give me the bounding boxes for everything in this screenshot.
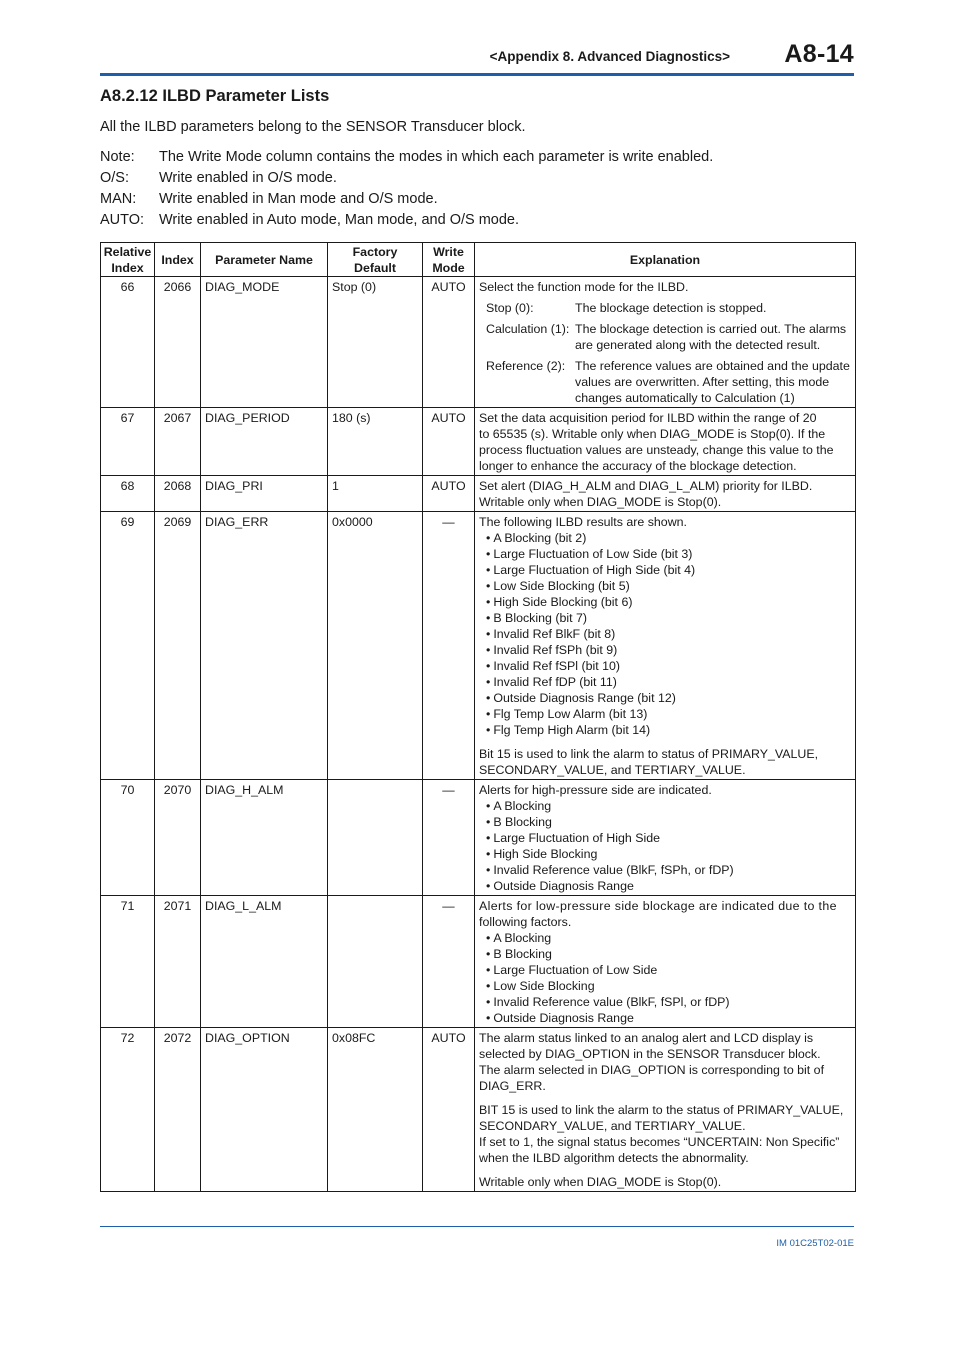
bullet-item: • Low Side Blocking (bit 5) (486, 579, 630, 593)
explanation-line: The alarm status linked to an analog alert and LCD display is (479, 1031, 814, 1045)
header-explanation: Explanation (475, 243, 856, 277)
bullet-item: • Flg Temp High Alarm (bit 14) (486, 723, 651, 737)
intro-paragraph: All the ILBD parameters belong to the SENSOR Transducer block. (100, 119, 526, 135)
cell-index: 2066 (155, 277, 201, 408)
bullet-item: • A Blocking (486, 799, 552, 813)
cell-relative-index: 66 (101, 277, 155, 408)
explanation-line: longer to enhance the accuracy of the blockage detection. (479, 459, 797, 473)
explanation-line: Alerts for low-pressure side blockage are indicated due to the (479, 899, 837, 913)
explanation-line: Set alert (DIAG_H_ALM and DIAG_L_ALM) priority for ILBD. (479, 479, 813, 493)
table-row (101, 476, 856, 512)
bullet-item: • Outside Diagnosis Range (486, 1011, 634, 1025)
cell-write-mode: — (423, 780, 475, 896)
cell-parameter-name: DIAG_PRI (201, 476, 328, 512)
cell-index: 2070 (155, 780, 201, 896)
explanation-line: to 65535 (s). Writable only when DIAG_MODE is Stop(0). If the (479, 427, 826, 441)
cell-factory-default: 180 (s) (328, 408, 423, 476)
cell-relative-index: 70 (101, 780, 155, 896)
bullet-item: • Invalid Ref fSPl (bit 10) (486, 659, 621, 673)
explanation-line: process fluctuation values are unsteady, change this value to the (479, 443, 834, 457)
cell-parameter-name: DIAG_PERIOD (201, 408, 328, 476)
bullet-item: • Outside Diagnosis Range (bit 12) (486, 691, 676, 705)
cell-write-mode: AUTO (423, 408, 475, 476)
bullet-item: • Large Fluctuation of High Side (486, 831, 661, 845)
table-row (101, 780, 856, 896)
cell-explanation (475, 512, 856, 780)
document-id: IM 01C25T02-01E (776, 1238, 854, 1249)
bullet-item: • B Blocking (486, 815, 552, 829)
cell-index: 2068 (155, 476, 201, 512)
header-relative-index: Relative Index (101, 243, 155, 277)
cell-index: 2069 (155, 512, 201, 780)
header-rule (100, 73, 854, 76)
bullet-item: • Invalid Reference value (BlkF, fSPl, or fDP) (486, 995, 730, 1009)
mode-option-key: Stop (0): (486, 301, 534, 315)
cell-parameter-name: DIAG_MODE (201, 277, 328, 408)
cell-parameter-name: DIAG_ERR (201, 512, 328, 780)
cell-factory-default: 1 (328, 476, 423, 512)
bullet-item: • B Blocking (486, 947, 552, 961)
cell-relative-index: 69 (101, 512, 155, 780)
cell-explanation (475, 476, 856, 512)
mode-option (479, 358, 851, 406)
explanation-line: Writable only when DIAG_MODE is Stop(0). (479, 1175, 722, 1189)
explanation-line: Writable only when DIAG_MODE is Stop(0). (479, 495, 722, 509)
bullet-item: • Large Fluctuation of Low Side (bit 3) (486, 547, 693, 561)
bullet-item: • Low Side Blocking (486, 979, 595, 993)
bullet-item: • Invalid Reference value (BlkF, fSPh, or fDP) (486, 863, 734, 877)
bullet-item: • Flg Temp Low Alarm (bit 13) (486, 707, 648, 721)
explanation-line: when the ILBD algorithm detects the abnormality. (479, 1151, 749, 1165)
table-row (101, 896, 856, 1028)
explanation-line: DIAG_ERR. (479, 1079, 546, 1093)
cell-explanation (475, 896, 856, 1028)
cell-factory-default: 0x0000 (328, 512, 423, 780)
note-text: Write enabled in Man mode and O/S mode. (159, 191, 438, 207)
cell-relative-index: 67 (101, 408, 155, 476)
note-key: Note: (100, 149, 135, 165)
cell-index: 2072 (155, 1028, 201, 1192)
note-key: O/S: (100, 170, 130, 186)
table-row (101, 512, 856, 780)
bullet-item: • B Blocking (bit 7) (486, 611, 587, 625)
cell-write-mode: AUTO (423, 277, 475, 408)
bullet-item: • Invalid Ref BlkF (bit 8) (486, 627, 616, 641)
bullet-item: • Outside Diagnosis Range (486, 879, 634, 893)
bullet-item: • A Blocking (486, 931, 552, 945)
cell-write-mode: AUTO (423, 476, 475, 512)
header-write-mode: Write Mode (423, 243, 475, 277)
explanation-line: If set to 1, the signal status becomes “UNCERTAIN: Non Specific” (479, 1135, 840, 1149)
bullet-item: • High Side Blocking (486, 847, 598, 861)
cell-relative-index: 68 (101, 476, 155, 512)
cell-factory-default (328, 896, 423, 1028)
cell-write-mode: AUTO (423, 1028, 475, 1192)
cell-relative-index: 71 (101, 896, 155, 1028)
cell-parameter-name: DIAG_H_ALM (201, 780, 328, 896)
cell-parameter-name: DIAG_L_ALM (201, 896, 328, 1028)
mode-option-desc: The reference values are obtained and the update values are overwritten. After setting, this mode changes automatically to Calculation (1) (575, 359, 850, 405)
explanation-line: The following ILBD results are shown. (479, 515, 687, 529)
bullet-item: • Invalid Ref fSPh (bit 9) (486, 643, 618, 657)
chapter-title: <Appendix 8. Advanced Diagnostics> (489, 49, 730, 64)
explanation-line: Select the function mode for the ILBD. (479, 280, 689, 294)
bullet-item: • High Side Blocking (bit 6) (486, 595, 633, 609)
table-row (101, 277, 856, 408)
cell-explanation (475, 780, 856, 896)
explanation-line: The alarm selected in DIAG_OPTION is corresponding to bit of (479, 1063, 825, 1077)
header-index: Index (155, 243, 201, 277)
cell-index: 2067 (155, 408, 201, 476)
bullet-item: • Large Fluctuation of High Side (bit 4) (486, 563, 696, 577)
mode-option-key: Calculation (1): (486, 322, 570, 336)
cell-parameter-name: DIAG_OPTION (201, 1028, 328, 1192)
note-key: MAN: (100, 191, 137, 207)
cell-relative-index: 72 (101, 1028, 155, 1192)
bullet-item: • Large Fluctuation of Low Side (486, 963, 658, 977)
note-text: The Write Mode column contains the modes in which each parameter is write enabled. (159, 149, 714, 165)
page-number: A8-14 (784, 40, 854, 68)
cell-explanation (475, 277, 856, 408)
cell-index: 2071 (155, 896, 201, 1028)
explanation-line: BIT 15 is used to link the alarm to the status of PRIMARY_VALUE, (479, 1103, 844, 1117)
header-factory-default: Factory Default (328, 243, 423, 277)
cell-explanation (475, 1028, 856, 1192)
cell-factory-default: Stop (0) (328, 277, 423, 408)
mode-option (479, 321, 851, 353)
explanation-line: SECONDARY_VALUE, and TERTIARY_VALUE. (479, 1119, 746, 1133)
cell-write-mode: — (423, 512, 475, 780)
explanation-line: following factors. (479, 915, 572, 929)
page-header (100, 40, 854, 76)
mode-option-key: Reference (2): (486, 359, 566, 373)
explanation-line: Bit 15 is used to link the alarm to status of PRIMARY_VALUE, (479, 747, 819, 761)
table-row (101, 1028, 856, 1192)
header-parameter-name: Parameter Name (201, 243, 328, 277)
explanation-line: Alerts for high-pressure side are indicated. (479, 783, 712, 797)
cell-explanation (475, 408, 856, 476)
footer-rule (100, 1226, 854, 1227)
mode-option-desc: The blockage detection is carried out. The alarms are generated along with the detected result. (575, 322, 847, 352)
cell-factory-default: 0x08FC (328, 1028, 423, 1192)
bullet-item: • Invalid Ref fDP (bit 11) (486, 675, 617, 689)
mode-option-desc: The blockage detection is stopped. (575, 301, 767, 315)
mode-option (479, 300, 851, 316)
note-text: Write enabled in Auto mode, Man mode, and O/S mode. (159, 212, 520, 228)
cell-write-mode: — (423, 896, 475, 1028)
table-row (101, 408, 856, 476)
note-text: Write enabled in O/S mode. (159, 170, 337, 186)
ilbd-parameter-table (100, 242, 856, 1192)
note-key: AUTO: (100, 212, 145, 228)
explanation-line: Set the data acquisition period for ILBD within the range of 20 (479, 411, 817, 425)
explanation-line: selected by DIAG_OPTION in the SENSOR Transducer block. (479, 1047, 821, 1061)
table-header-row (101, 243, 856, 277)
cell-factory-default (328, 780, 423, 896)
section-title: A8.2.12 ILBD Parameter Lists (100, 87, 330, 105)
bullet-item: • A Blocking (bit 2) (486, 531, 587, 545)
explanation-line: SECONDARY_VALUE, and TERTIARY_VALUE. (479, 763, 746, 777)
